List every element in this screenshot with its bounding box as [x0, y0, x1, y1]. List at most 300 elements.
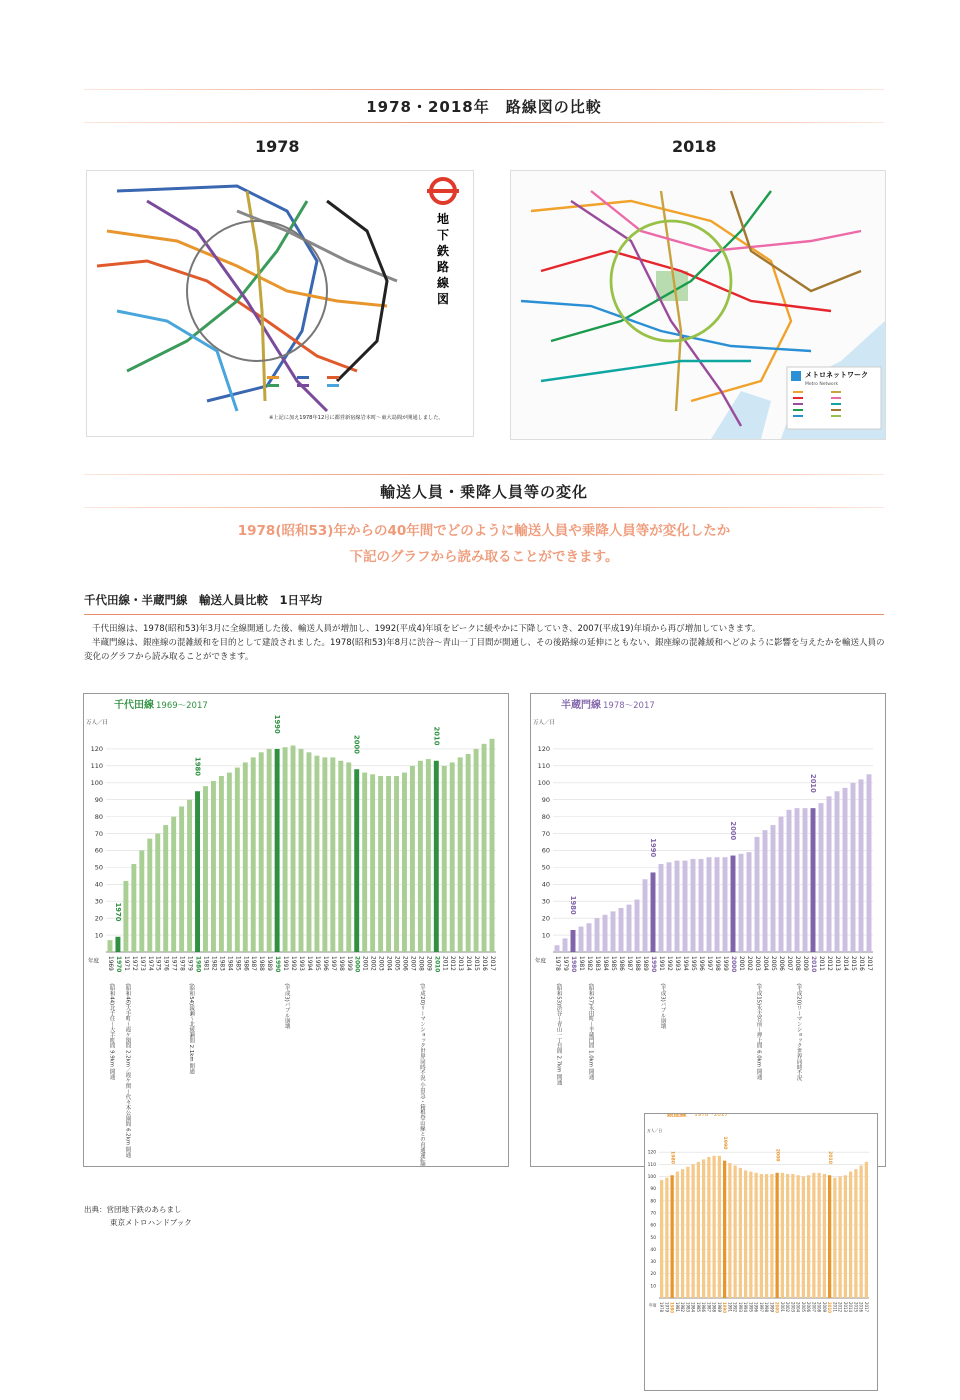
y-axis-label: 万人／日	[533, 720, 556, 726]
paragraph-chiyoda: 千代田線は、1978(昭和53)年3月に全線開通した後、輸送人員が増加し、1992(平成4)年頃をピークに緩やかに下降していき、2007(平成19)年頃から再び増加していきます。	[92, 624, 761, 634]
y-tick-label: 110	[537, 762, 550, 771]
x-tick-label: 1996	[753, 1302, 759, 1313]
x-tick-label: 2000	[730, 956, 736, 973]
data-label: 2000	[729, 821, 737, 841]
bar	[474, 749, 479, 952]
section-title-passengers: 輸送人員・乗降人員等の変化	[84, 474, 884, 508]
bar	[851, 783, 856, 952]
x-tick-label: 1995	[748, 1302, 754, 1313]
section-title-maps: 1978・2018年 路線図の比較	[84, 89, 884, 123]
x-tick-label: 1981	[674, 1302, 680, 1313]
bar	[386, 776, 391, 952]
x-tick-label: 1991	[727, 1302, 733, 1313]
chart-title: 千代田線	[114, 700, 154, 711]
bar	[179, 806, 184, 952]
bar	[219, 776, 224, 952]
x-tick-label: 1984	[602, 956, 608, 971]
annotation: (平成3)バブル崩壊	[283, 983, 290, 1029]
bar	[595, 918, 600, 952]
chart-ginza	[644, 1113, 878, 1391]
bar	[211, 781, 216, 952]
bar	[683, 861, 688, 952]
x-tick-label: 2003	[377, 956, 384, 971]
x-tick-label: 1982	[210, 956, 217, 971]
x-tick-label: 1986	[242, 956, 249, 971]
x-tick-label: 1980	[669, 1302, 675, 1314]
annotation: (昭和46)大手町～霞ケ関間 2.2km／霞ケ関～代々木公園間 6.2km 開通	[124, 983, 131, 1158]
bar	[402, 773, 407, 952]
bar	[712, 1156, 715, 1298]
x-tick-label: 1981	[202, 956, 209, 971]
bar	[728, 1163, 731, 1298]
chart-hanzomon	[530, 693, 886, 1167]
bar	[587, 923, 592, 952]
bar	[267, 749, 272, 952]
y-tick-label: 70	[541, 829, 550, 838]
x-tick-label: 2001	[361, 956, 368, 971]
bar	[828, 1175, 831, 1298]
chart-subtitle: 1969～2017	[156, 701, 208, 711]
annotation: (平成20)リーマンショック世界同時不況 小田急・箱根登山線との直通運転開始	[418, 983, 425, 1166]
x-tick-label: 2017	[489, 956, 496, 971]
x-tick-label: 1972	[130, 956, 137, 971]
bar	[838, 1176, 841, 1298]
x-tick-label: 1985	[695, 1302, 701, 1313]
x-tick-label: 2008	[417, 956, 424, 971]
x-tick-label: 1982	[586, 956, 592, 971]
bar	[676, 1172, 679, 1298]
bar	[781, 1173, 784, 1298]
x-tick-label: 2010	[827, 1302, 833, 1314]
x-tick-label: 2006	[401, 956, 408, 971]
bar	[370, 774, 375, 952]
x-tick-label: 2006	[806, 1302, 812, 1313]
bar	[227, 773, 232, 952]
chart-title: 半蔵門線	[561, 700, 601, 711]
x-tick-label: 2000	[353, 956, 360, 973]
x-tick-label: 1982	[680, 1302, 686, 1313]
x-tick-label: 1989	[716, 1302, 722, 1313]
chart-chiyoda	[83, 693, 509, 1167]
x-tick-label: 1985	[234, 956, 241, 971]
x-tick-label: 1983	[594, 956, 600, 971]
x-tick-label: 1992	[290, 956, 297, 971]
bar	[835, 791, 840, 952]
data-label: 1990	[649, 838, 657, 858]
bar	[681, 1169, 684, 1298]
x-tick-label: 2005	[393, 956, 400, 971]
bar	[849, 1172, 852, 1298]
x-tick-label: 1988	[258, 956, 265, 971]
bar	[754, 1173, 757, 1298]
x-tick-label: 2009	[821, 1302, 827, 1313]
map-2018-brand: メトロネットワーク	[805, 371, 868, 379]
bar	[275, 749, 280, 952]
bar	[867, 774, 872, 952]
bar	[314, 756, 319, 952]
y-tick-label: 30	[94, 897, 103, 906]
bar	[707, 857, 712, 952]
bar	[338, 761, 343, 952]
x-tick-label: 1995	[313, 956, 320, 971]
x-tick-label: 2010	[433, 956, 440, 973]
y-tick-label: 90	[541, 795, 550, 804]
x-tick-label: 2015	[850, 956, 856, 971]
bar	[330, 757, 335, 952]
data-label: 2010	[827, 1151, 833, 1164]
bar	[795, 808, 800, 952]
bar	[378, 776, 383, 952]
bar	[147, 839, 152, 952]
bar	[346, 762, 351, 952]
bar	[458, 757, 463, 952]
x-axis-label: 年度	[649, 1303, 657, 1308]
x-tick-label: 1992	[666, 956, 672, 971]
y-tick-label: 110	[90, 762, 103, 771]
bar	[203, 786, 208, 952]
x-tick-label: 2002	[785, 1302, 791, 1313]
bar	[699, 859, 704, 952]
x-tick-label: 2002	[369, 956, 376, 971]
bar	[827, 796, 832, 952]
chart-subtitle: 1978～2017	[603, 701, 655, 711]
x-tick-label: 1986	[701, 1302, 707, 1313]
bar	[627, 905, 632, 952]
y-tick-label: 120	[537, 745, 550, 754]
x-tick-label: 1977	[170, 956, 177, 971]
bar	[291, 746, 296, 952]
x-tick-label: 1997	[706, 956, 712, 971]
x-tick-label: 2007	[409, 956, 416, 971]
y-tick-label: 40	[541, 880, 550, 889]
x-tick-label: 1991	[282, 956, 289, 971]
bar	[718, 1156, 721, 1298]
x-tick-label: 1993	[737, 1302, 743, 1313]
data-label: 2000	[774, 1148, 780, 1162]
y-tick-label: 100	[537, 779, 550, 788]
map-1978	[86, 170, 474, 437]
x-tick-label: 1976	[162, 956, 169, 971]
bar	[667, 862, 672, 952]
x-tick-label: 2004	[795, 1302, 801, 1313]
bar	[723, 857, 728, 952]
x-tick-label: 1979	[664, 1302, 670, 1313]
x-tick-label: 1994	[682, 956, 688, 971]
bar	[823, 1174, 826, 1298]
y-tick-label: 20	[650, 1272, 656, 1278]
x-tick-label: 2017	[863, 1302, 869, 1313]
x-tick-label: 1991	[658, 956, 664, 971]
x-tick-label: 1986	[618, 956, 624, 971]
bar	[733, 1166, 736, 1298]
x-tick-label: 1980	[570, 956, 576, 973]
y-tick-label: 80	[94, 812, 103, 821]
x-tick-label: 1989	[642, 956, 648, 971]
bar	[571, 930, 576, 952]
annotation: (平成15)水天宮前～押上間 6.0km 開通	[755, 983, 762, 1080]
bar	[691, 1164, 694, 1298]
bar	[665, 1178, 668, 1298]
x-tick-label: 1998	[337, 956, 344, 971]
x-tick-label: 1999	[345, 956, 352, 971]
bar	[410, 766, 415, 952]
bar	[115, 937, 120, 952]
x-tick-label: 1979	[186, 956, 193, 971]
y-tick-label: 30	[650, 1260, 656, 1266]
bar	[833, 1178, 836, 1298]
x-tick-label: 1975	[154, 956, 161, 971]
bar	[139, 850, 144, 952]
annotation: (昭和54)綾瀬～北綾瀬間 2.1km 開通	[188, 983, 195, 1075]
year-label-2018: 2018	[672, 137, 717, 156]
bar	[702, 1159, 705, 1298]
bar	[643, 879, 648, 952]
subheading: 千代田線・半蔵門線 輸送人員比較 1日平均	[84, 592, 884, 615]
bar	[796, 1175, 799, 1298]
paragraph-hanzomon: 半蔵門線は、銀座線の混雑緩和を目的として建設されました。1978(昭和53)年8月に渋谷～青山一丁目間が開通し、その後路線の延伸にともない、銀座線の混雑緩和へどのように影響を与えたかを輸送人員の変化のグラフから読み取ることができます。	[84, 638, 885, 662]
x-tick-label: 2013	[457, 956, 464, 971]
x-tick-label: 2011	[441, 956, 448, 971]
bar	[819, 803, 824, 952]
x-tick-label: 1994	[743, 1302, 749, 1313]
bar	[760, 1174, 763, 1298]
x-tick-label: 1992	[732, 1302, 738, 1313]
bar	[187, 800, 192, 952]
bar	[771, 825, 776, 952]
bar	[791, 1174, 794, 1298]
bar	[434, 761, 439, 952]
chart-chiyoda-svg	[84, 694, 508, 1166]
x-tick-label: 1973	[138, 956, 145, 971]
bar	[243, 762, 248, 952]
source-line-1: 出典：営団地下鉄のあらまし	[84, 1205, 182, 1214]
bar	[787, 810, 792, 952]
x-tick-label: 1978	[554, 956, 560, 971]
bar	[659, 864, 664, 952]
x-tick-label: 1994	[305, 956, 312, 971]
bar	[691, 859, 696, 952]
x-tick-label: 1983	[218, 956, 225, 971]
x-tick-label: 1998	[764, 1302, 770, 1313]
bar	[619, 908, 624, 952]
bar	[731, 856, 736, 952]
x-tick-label: 1996	[698, 956, 704, 971]
bar	[844, 1175, 847, 1298]
x-tick-label: 2005	[800, 1302, 806, 1313]
x-tick-label: 1985	[610, 956, 616, 971]
bar	[235, 768, 240, 952]
x-tick-label: 1969	[106, 956, 113, 971]
bar	[442, 766, 447, 952]
x-tick-label: 2014	[465, 956, 472, 971]
x-tick-label: 2000	[774, 1302, 780, 1314]
y-tick-label: 110	[647, 1162, 656, 1168]
y-tick-label: 40	[650, 1247, 656, 1253]
y-tick-label: 40	[94, 880, 103, 889]
bar	[660, 1180, 663, 1298]
y-tick-label: 50	[650, 1235, 656, 1241]
x-tick-label: 1978	[659, 1302, 665, 1313]
bar	[299, 749, 304, 952]
x-tick-label: 2002	[746, 956, 752, 971]
y-tick-label: 120	[90, 745, 103, 754]
data-label: 2010	[809, 773, 817, 793]
bar	[723, 1161, 726, 1298]
x-tick-label: 2013	[834, 956, 840, 971]
bar	[651, 872, 656, 952]
x-tick-label: 1970	[114, 956, 121, 973]
y-tick-label: 10	[94, 931, 103, 940]
x-axis-label: 年度	[88, 958, 100, 965]
annotation: (昭和57)永田町～半蔵門間 1.0km 開通	[587, 983, 594, 1080]
source-note	[84, 1203, 192, 1229]
bar	[603, 915, 608, 952]
lead-text-2: 下記のグラフから読み取ることができます。	[349, 549, 619, 565]
bar	[418, 761, 423, 952]
x-tick-label: 1990	[274, 956, 281, 973]
chart-ginza-svg	[645, 1114, 877, 1390]
bar	[155, 834, 160, 952]
data-label: 1970	[113, 902, 122, 922]
y-tick-label: 60	[94, 846, 103, 855]
x-tick-label: 2015	[473, 956, 480, 971]
bar	[123, 881, 128, 952]
x-tick-label: 1988	[711, 1302, 717, 1313]
chart-subtitle: 1978～2017	[694, 1114, 728, 1118]
x-tick-label: 1983	[685, 1302, 691, 1313]
bar	[854, 1169, 857, 1298]
bar	[770, 1174, 773, 1298]
data-label: 1980	[669, 1151, 675, 1164]
x-tick-label: 2001	[779, 1302, 785, 1313]
y-tick-label: 70	[650, 1211, 656, 1217]
map-1978-note: ※上記に加え1978年12月に都営新宿線岩本町～東大島間が開通しました。	[269, 415, 444, 421]
bar	[811, 808, 816, 952]
data-label: 1980	[569, 895, 577, 915]
y-tick-label: 20	[541, 914, 550, 923]
bar	[466, 754, 471, 952]
chart-hanzomon-svg	[531, 694, 885, 1166]
x-tick-label: 2003	[790, 1302, 796, 1313]
x-tick-label: 2008	[816, 1302, 822, 1313]
bar	[755, 837, 760, 952]
x-tick-label: 1998	[714, 956, 720, 971]
bar	[635, 900, 640, 952]
bar	[563, 938, 568, 952]
bar	[354, 769, 359, 952]
bar	[786, 1174, 789, 1298]
bar	[747, 852, 752, 952]
x-tick-label: 2007	[811, 1302, 817, 1313]
y-tick-label: 50	[94, 863, 103, 872]
x-tick-label: 1974	[146, 956, 153, 971]
x-tick-label: 1999	[769, 1302, 775, 1313]
bar	[707, 1157, 710, 1298]
data-label: 2010	[432, 726, 441, 746]
x-tick-label: 2010	[810, 956, 816, 973]
x-tick-label: 1996	[321, 956, 328, 971]
chart-title: 銀座線	[667, 1114, 687, 1118]
x-tick-label: 2008	[794, 956, 800, 971]
bar	[362, 773, 367, 952]
x-tick-label: 1989	[266, 956, 273, 971]
bar	[749, 1172, 752, 1298]
bar	[131, 864, 136, 952]
data-label: 2000	[352, 735, 361, 754]
bar	[579, 927, 584, 952]
y-tick-label: 90	[650, 1187, 656, 1193]
y-axis-label: 万人／日	[647, 1129, 662, 1133]
x-tick-label: 2004	[762, 956, 768, 971]
bar	[812, 1173, 815, 1298]
x-tick-label: 2016	[481, 956, 488, 971]
bar	[259, 752, 264, 952]
x-tick-label: 1984	[226, 956, 233, 971]
bar	[195, 791, 200, 952]
x-tick-label: 1997	[758, 1302, 764, 1313]
x-tick-label: 1980	[194, 956, 201, 973]
map-2018	[510, 170, 886, 440]
x-tick-label: 2017	[866, 956, 872, 971]
x-tick-label: 1988	[634, 956, 640, 971]
x-tick-label: 1987	[706, 1302, 712, 1313]
y-tick-label: 10	[541, 931, 550, 940]
bar	[251, 757, 256, 952]
bar	[322, 757, 327, 952]
source-line-2: 東京メトロハンドブック	[110, 1218, 192, 1227]
x-tick-label: 2011	[832, 1302, 838, 1313]
bar	[779, 817, 784, 952]
bar	[108, 940, 113, 952]
x-tick-label: 2014	[842, 956, 848, 971]
annotation: (平成20)リーマンショック世界同時不況	[795, 983, 802, 1081]
map-1978-title: 地下鉄路線図	[436, 212, 450, 306]
x-tick-label: 2012	[826, 956, 832, 971]
bar	[697, 1162, 700, 1298]
bar	[686, 1167, 689, 1298]
bar	[843, 788, 848, 952]
bar	[817, 1173, 820, 1298]
x-tick-label: 1995	[690, 956, 696, 971]
x-tick-label: 1990	[722, 1302, 728, 1314]
bar	[490, 739, 495, 952]
y-tick-label: 20	[94, 914, 103, 923]
bar	[450, 762, 455, 952]
bar	[802, 1176, 805, 1298]
y-tick-label: 100	[647, 1175, 656, 1181]
x-tick-label: 1993	[298, 956, 304, 971]
bar	[715, 857, 720, 952]
x-tick-label: 2012	[837, 1302, 843, 1313]
x-tick-label: 2006	[778, 956, 784, 971]
bar	[163, 825, 168, 952]
x-axis-label: 年度	[535, 958, 547, 965]
y-tick-label: 120	[647, 1150, 656, 1156]
bar	[306, 752, 311, 952]
bar	[611, 911, 616, 952]
bar	[426, 759, 431, 952]
y-tick-label: 10	[650, 1284, 656, 1290]
x-tick-label: 1981	[578, 956, 584, 971]
bar	[763, 830, 768, 952]
year-label-1978: 1978	[255, 137, 300, 156]
x-tick-label: 1987	[626, 956, 632, 971]
annotation: (昭和44)北千住～大手町間 9.9km 開通	[108, 983, 115, 1080]
map-1978-graphic	[87, 171, 473, 436]
data-label: 1980	[193, 757, 202, 776]
x-tick-label: 1993	[674, 956, 680, 971]
bar	[482, 744, 487, 952]
